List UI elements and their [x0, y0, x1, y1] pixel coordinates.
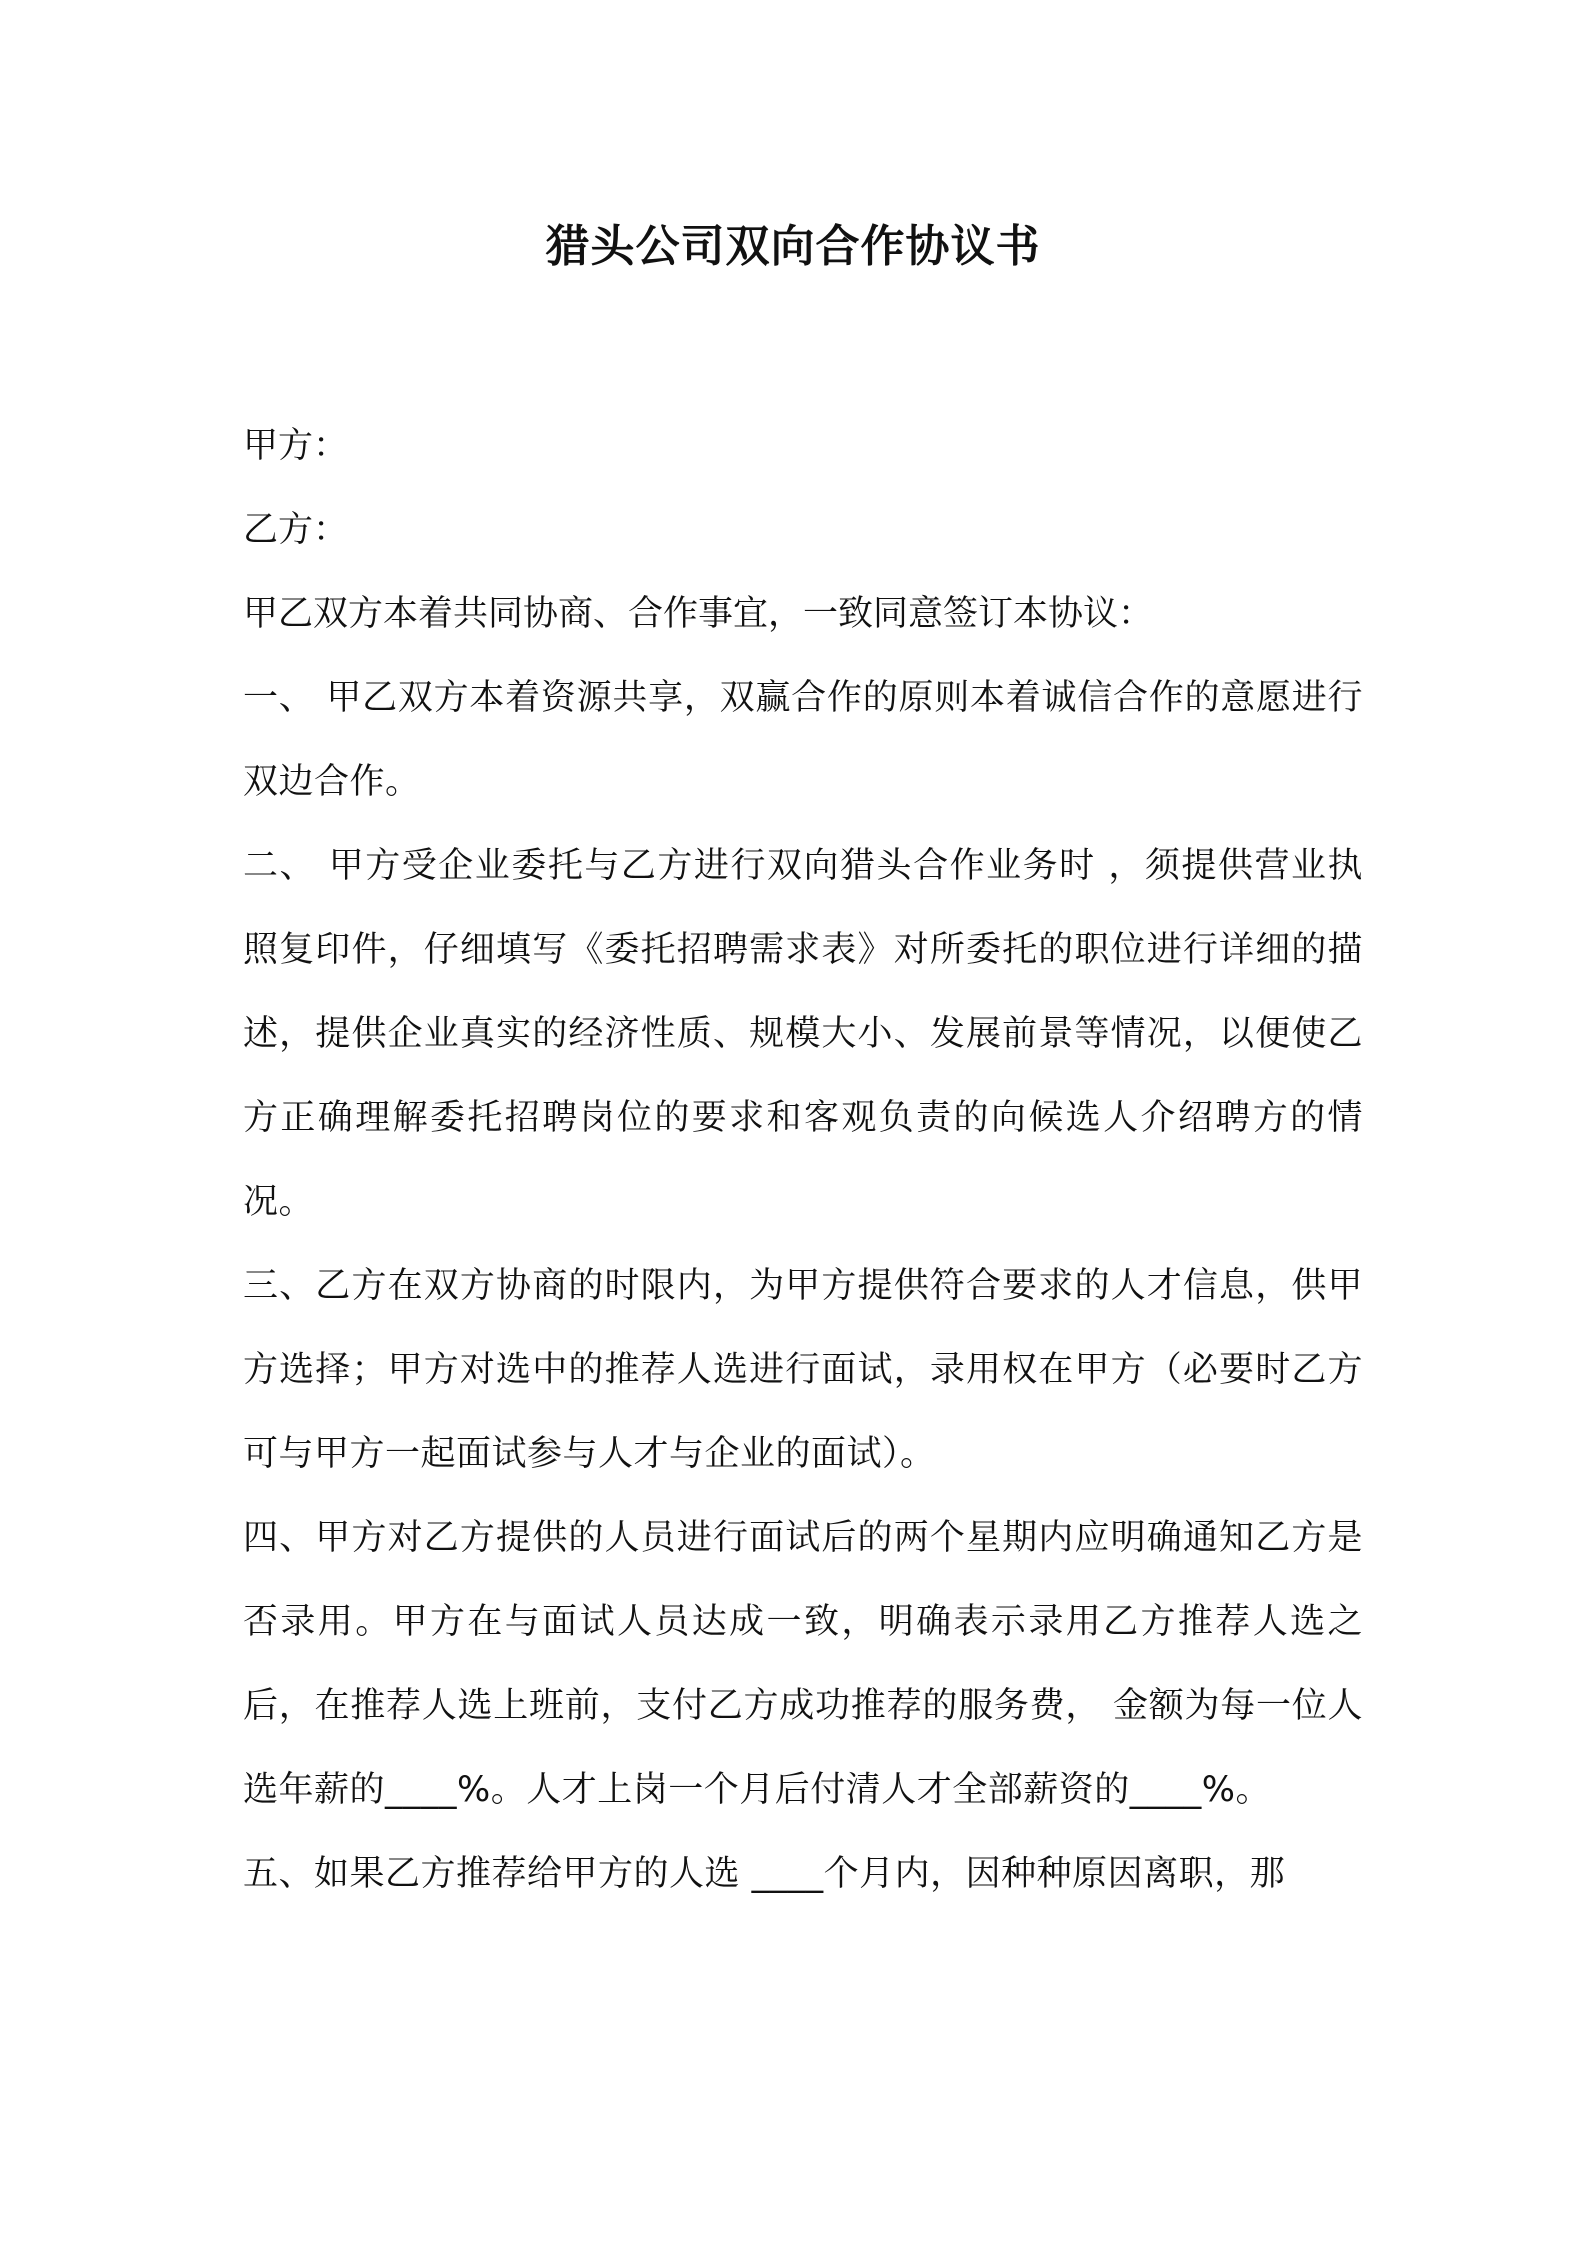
clause-1: 一、 甲乙双方本着资源共享，双赢合作的原则本着诚信合作的意愿进行双边合作。 [243, 678, 1363, 802]
party-a-line: 甲方： [243, 426, 349, 466]
clause-3: 三、乙方在双方协商的时限内，为甲方提供符合要求的人才信息，供甲方选择；甲方对选中的推荐人选进行面试，录用权在甲方（必要时乙方可与甲方一起面试参与人才与企业的面试）。 [243, 1266, 1363, 1474]
document-body [243, 404, 1363, 1916]
intro-paragraph: 甲乙双方本着共同协商、合作事宜，一致同意签订本协议： [243, 594, 1154, 634]
document-title: 猎头公司双向合作协议书 [545, 221, 1041, 272]
party-b-line: 乙方： [243, 510, 349, 550]
clause-5: 五、如果乙方推荐给甲方的人选 ____个月内，因种种原因离职，那 [243, 1854, 1286, 1894]
clause-4: 四、甲方对乙方提供的人员进行面试后的两个星期内应明确通知乙方是否录用。甲方在与面试人员达成一致，明确表示录用乙方推荐人选之后，在推荐人选上班前，支付乙方成功推荐的服务费， 金额为每一位人选年薪的____%。人才上岗一个月后付清人才全部薪资的____%。 [243, 1518, 1363, 1810]
clause-2: 二、 甲方受企业委托与乙方进行双向猎头合作业务时 ，须提供营业执照复印件，仔细填写《委托招聘需求表》对所委托的职位进行详细的描述，提供企业真实的经济性质、规模大小、发展前景等情况，以便使乙方正确理解委托招聘岗位的要求和客观负责的向候选人介绍聘方的情况。 [243, 846, 1363, 1222]
